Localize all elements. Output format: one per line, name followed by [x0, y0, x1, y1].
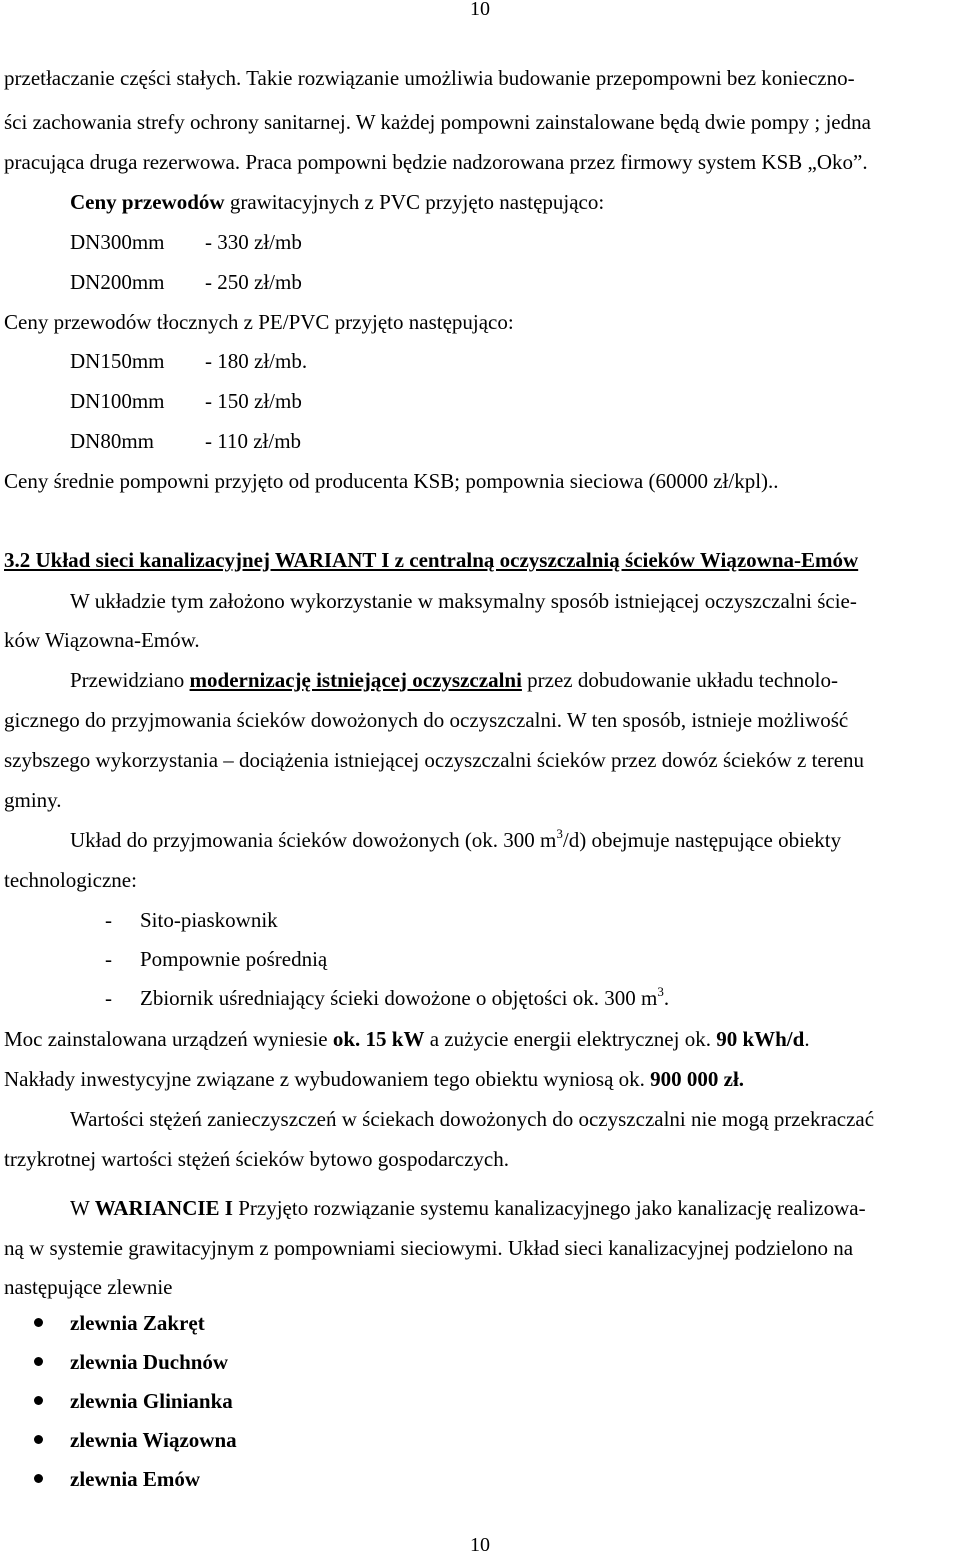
page-number-top: 10 [470, 0, 490, 20]
conc-line-1: Wartości stężeń zanieczyszczeń w ściekach dowożonych do oczyszczalni nie mogą przekraczać [70, 1107, 875, 1131]
pressure-lead: Ceny przewodów tłocznych z PE/PVC przyjęto następująco: [4, 310, 514, 334]
p2-emphasis: modernizację istniejącej oczyszczalni [189, 668, 522, 692]
p2-text-c: przez dobudowanie układu technolo- [527, 668, 838, 692]
pump-prices: Ceny średnie pompowni przyjęto od producenta KSB; pompownia sieciowa (60000 zł/kpl).. [4, 469, 779, 493]
pressure-dn: DN80mm [70, 429, 154, 453]
dash-item: Sito-piaskownik [140, 908, 278, 932]
cost-value: 900 000 zł. [650, 1067, 745, 1091]
section-heading: 3.2 Układ sieci kanalizacyjnej WARIANT I z centralną oczyszczalnią ścieków Wiązowna-Emów [4, 548, 859, 572]
zlewnia-item: zlewnia Emów [70, 1467, 201, 1491]
dash-marker: - [105, 908, 112, 932]
gravity-price: - 250 zł/mb [205, 270, 302, 294]
variant-name: WARIANCIE I [94, 1196, 233, 1220]
power-line [4, 1027, 810, 1051]
p2-line-3: szybszego wykorzystania – dociążenia istniejącej oczyszczalni ścieków przez dowóz ścieków z terenu [4, 748, 865, 772]
dash-marker: - [105, 986, 112, 1010]
gravity-dn: DN300mm [70, 230, 165, 254]
dash-item: Pompownie pośrednią [140, 947, 328, 971]
p3-line-1 [70, 828, 841, 852]
pressure-dn: DN150mm [70, 349, 165, 373]
gravity-lead [70, 190, 604, 214]
p2-line-1 [70, 668, 957, 692]
bullet-dot [34, 1318, 43, 1327]
zlewnia-item: zlewnia Wiązowna [70, 1428, 237, 1452]
gravity-lead-rest: grawitacyjnych z PVC przyjęto następująco: [224, 190, 605, 214]
pressure-price: - 150 zł/mb [205, 389, 302, 413]
power-text-e: . [804, 1027, 810, 1051]
dash-marker: - [105, 947, 112, 971]
bullet-dot [34, 1357, 43, 1366]
zlewnia-item: zlewnia Duchnów [70, 1350, 229, 1374]
cost-line [4, 1067, 744, 1091]
p1-line-2: ków Wiązowna-Emów. [4, 628, 200, 652]
energy-value: 90 kWh/d [716, 1027, 805, 1051]
gravity-price: - 330 zł/mb [205, 230, 302, 254]
p2-line-4: gminy. [4, 788, 62, 812]
pressure-dn: DN100mm [70, 389, 165, 413]
p3-text-b: /d) obejmuje następujące obiekty [562, 828, 842, 852]
pressure-price: - 110 zł/mb [205, 429, 302, 453]
variant-line-1 [70, 1196, 957, 1220]
conc-line-2: trzykrotnej wartości stężeń ścieków bytowo gospodarczych. [4, 1147, 510, 1171]
gravity-dn: DN200mm [70, 270, 165, 294]
dash-item-text: Zbiornik uśredniający ścieki dowożone o objętości ok. 300 m [140, 986, 658, 1010]
p2-line-2: gicznego do przyjmowania ścieków dowożonych do oczyszczalni. W ten sposób, istnieje możliwość [4, 708, 849, 732]
p1-line-1: W układzie tym założono wykorzystanie w maksymalny sposób istniejącej oczyszczalni ście- [70, 589, 857, 613]
zlewnia-item: zlewnia Zakręt [70, 1311, 205, 1335]
dash-item [140, 986, 669, 1010]
bullet-dot [34, 1396, 43, 1405]
intro-line-3: pracująca druga rezerwowa. Praca pompowni będzie nadzorowana przez firmowy system KSB „Oko”. [4, 150, 868, 174]
variant-line-2: ną w systemie grawitacyjnym z pompowniami sieciowymi. Układ sieci kanalizacyjnej podzielono na [4, 1236, 854, 1260]
p3-text-a: Układ do przyjmowania ścieków dowożonych (ok. 300 m [70, 828, 557, 852]
variant-text-a: W [70, 1196, 95, 1220]
intro-line-2: ści zachowania strefy ochrony sanitarnej. W każdej pompowni zainstalowane będą dwie pompy ; jedna [4, 110, 871, 134]
pressure-price: - 180 zł/mb. [205, 349, 308, 373]
variant-line-3: następujące zlewnie [4, 1275, 173, 1299]
bullet-dot [34, 1474, 43, 1483]
zlewnia-item: zlewnia Glinianka [70, 1389, 233, 1413]
power-value: ok. 15 kW [332, 1027, 425, 1051]
intro-line-1: przetłaczanie części stałych. Takie rozwiązanie umożliwia budowanie przepompowni bez konieczno- [4, 66, 855, 90]
dash-item-tail: . [663, 986, 670, 1010]
page-number-bottom: 10 [470, 1534, 490, 1556]
dash-item-superscript: 3 [657, 984, 664, 999]
power-text-a: Moc zainstalowana urządzeń wyniesie [4, 1027, 333, 1051]
power-text-c: a zużycie energii elektrycznej ok. [424, 1027, 717, 1051]
p3-superscript: 3 [556, 826, 563, 841]
p3-line-2: technologiczne: [4, 868, 137, 892]
variant-text-c: Przyjęto rozwiązanie systemu kanalizacyjnego jako kanalizację realizowa- [238, 1196, 866, 1220]
gravity-lead-bold: Ceny przewodów [70, 190, 225, 214]
p2-text-a: Przewidziano [70, 668, 190, 692]
bullet-dot [34, 1435, 43, 1444]
cost-text: Nakłady inwestycyjne związane z wybudowaniem tego obiektu wyniosą ok. [4, 1067, 651, 1091]
